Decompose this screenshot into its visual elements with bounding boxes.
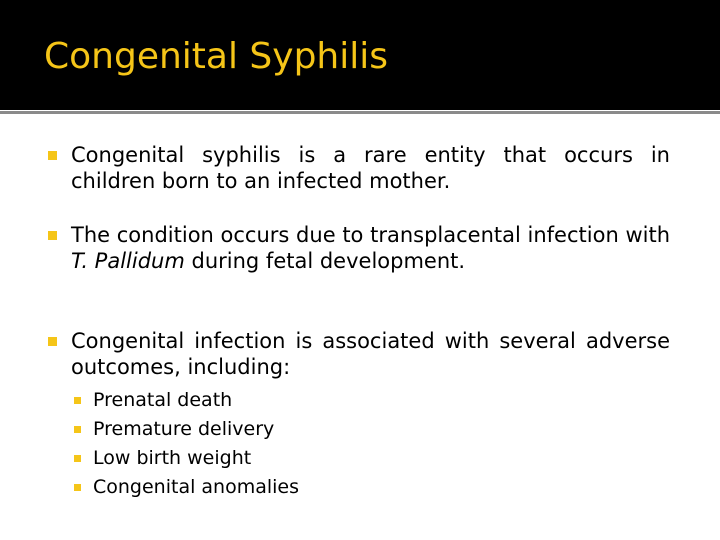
sub-bullet-item [74, 475, 474, 504]
bullet-item [48, 328, 670, 380]
bullet-item [48, 222, 670, 274]
pathogen-name: T. Pallidum [71, 249, 185, 273]
square-bullet-icon [48, 337, 57, 346]
bullet-text-part: The condition occurs due to transplacental infection with [71, 223, 670, 247]
bullet-item [48, 142, 670, 194]
slide-title: Congenital Syphilis [44, 36, 389, 77]
sub-bullet-text: Prenatal death [93, 389, 233, 411]
sub-bullet-text: Congenital anomalies [93, 476, 300, 498]
sub-bullet-text: Premature delivery [93, 418, 275, 440]
sub-bullet-text: Low birth weight [93, 447, 252, 469]
bullet-text [71, 222, 670, 274]
sub-bullet-item [74, 388, 474, 417]
square-bullet-icon [74, 426, 81, 433]
square-bullet-icon [74, 484, 81, 491]
square-bullet-icon [74, 455, 81, 462]
sub-bullet-item [74, 417, 474, 446]
bullet-text: Congenital infection is associated with several adverse outcomes, including: [71, 329, 670, 379]
bullet-text-part: during fetal development. [184, 249, 466, 273]
sub-bullet-list [74, 388, 474, 504]
square-bullet-icon [48, 231, 57, 240]
sub-bullet-item [74, 446, 474, 475]
square-bullet-icon [48, 151, 57, 160]
bullet-text: Congenital syphilis is a rare entity that occurs in children born to an infected mother. [71, 143, 670, 193]
square-bullet-icon [74, 397, 81, 404]
